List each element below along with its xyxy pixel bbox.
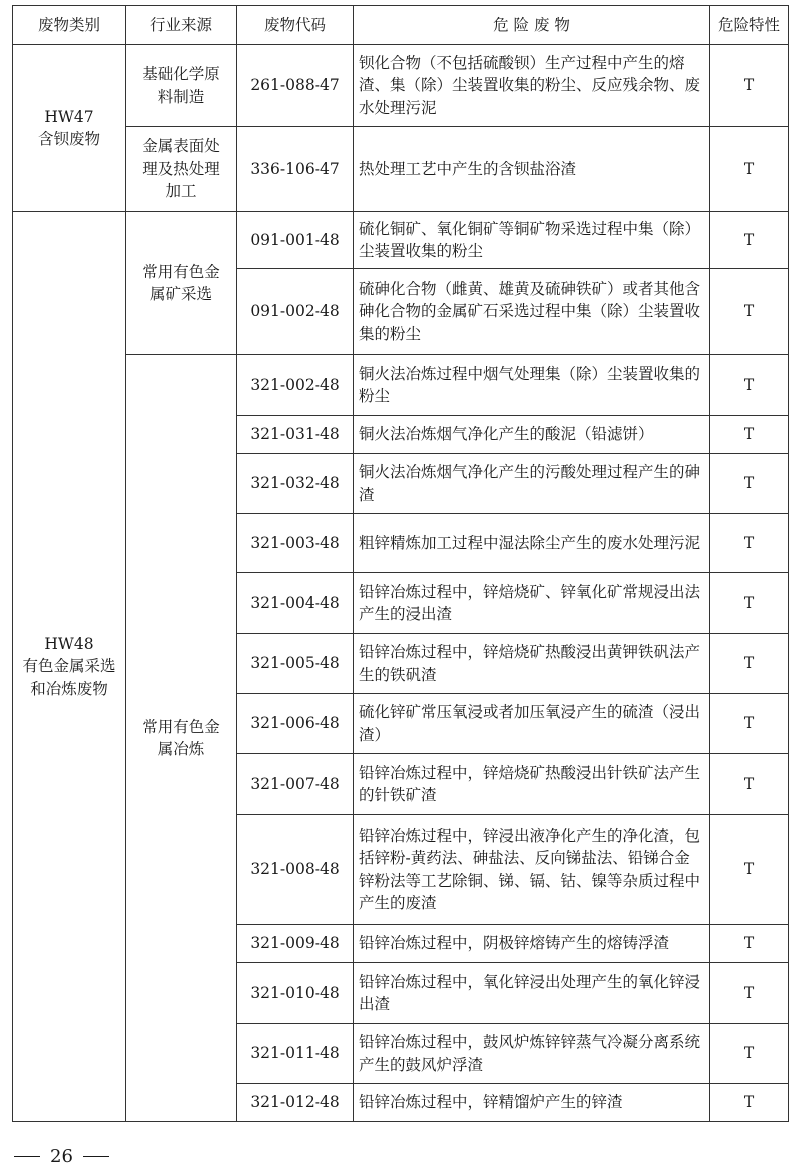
hazard-property: T (710, 45, 789, 127)
waste-description: 粗锌精炼加工过程中湿法除尘产生的废水处理污泥 (354, 514, 710, 573)
waste-description: 硫砷化合物（雌黄、雄黄及硫砷铁矿）或者其他含砷化合物的金属矿石采选过程中集（除）尘装置收集的粉尘 (354, 269, 710, 355)
waste-code: 336-106-47 (237, 127, 354, 212)
hazard-property: T (710, 963, 789, 1024)
hazard-property: T (710, 514, 789, 573)
header-category: 废物类别 (13, 6, 126, 45)
waste-code: 321-032-48 (237, 454, 354, 514)
waste-description: 硫化铜矿、氧化铜矿等铜矿物采选过程中集（除）尘装置收集的粉尘 (354, 212, 710, 269)
waste-description: 铅锌冶炼过程中，鼓风炉炼锌锌蒸气冷凝分离系统产生的鼓风炉浮渣 (354, 1024, 710, 1084)
footer-dash-right (83, 1156, 109, 1158)
waste-description: 硫化锌矿常压氧浸或者加压氧浸产生的硫渣（浸出渣） (354, 694, 710, 754)
header-property: 危险特性 (710, 6, 789, 45)
waste-description: 铅锌冶炼过程中，锌浸出液净化产生的净化渣，包括锌粉-黄药法、砷盐法、反向锑盐法、铅锑合金锌粉法等工艺除铜、锑、镉、钴、镍等杂质过程中产生的废渣 (354, 815, 710, 925)
hazard-property: T (710, 212, 789, 269)
waste-code: 091-002-48 (237, 269, 354, 355)
waste-code: 321-009-48 (237, 925, 354, 963)
industry-cell: 金属表面处 理及热处理 加工 (126, 127, 237, 212)
hazard-property: T (710, 355, 789, 416)
waste-code: 321-011-48 (237, 1024, 354, 1084)
waste-description: 铅锌冶炼过程中，阴极锌熔铸产生的熔铸浮渣 (354, 925, 710, 963)
hazard-property: T (710, 127, 789, 212)
waste-description: 热处理工艺中产生的含钡盐浴渣 (354, 127, 710, 212)
header-code: 废物代码 (237, 6, 354, 45)
industry-cell: 常用有色金 属冶炼 (126, 355, 237, 1122)
hazard-property: T (710, 1024, 789, 1084)
waste-code: 321-031-48 (237, 416, 354, 454)
header-industry: 行业来源 (126, 6, 237, 45)
hazard-property: T (710, 815, 789, 925)
hazard-property: T (710, 416, 789, 454)
waste-description: 铅锌冶炼过程中，锌焙烧矿热酸浸出针铁矿法产生的针铁矿渣 (354, 754, 710, 815)
waste-description: 铜火法冶炼烟气净化产生的污酸处理过程产生的砷渣 (354, 454, 710, 514)
waste-description: 钡化合物（不包括硫酸钡）生产过程中产生的熔渣、集（除）尘装置收集的粉尘、反应残余物、废水处理污泥 (354, 45, 710, 127)
waste-description: 铅锌冶炼过程中，锌焙烧矿热酸浸出黄钾铁矾法产生的铁矾渣 (354, 634, 710, 694)
waste-description: 铅锌冶炼过程中，氧化锌浸出处理产生的氧化锌浸出渣 (354, 963, 710, 1024)
waste-code: 321-006-48 (237, 694, 354, 754)
category-cell: HW48 有色金属采选 和冶炼废物 (13, 212, 126, 1122)
hazard-property: T (710, 269, 789, 355)
footer-dash-left (14, 1156, 40, 1158)
table-row (13, 355, 789, 416)
page-footer (14, 1146, 109, 1167)
hazard-property: T (710, 754, 789, 815)
table-row (13, 127, 789, 212)
category-cell: HW47 含钡废物 (13, 45, 126, 212)
table-row (13, 212, 789, 269)
waste-code: 321-008-48 (237, 815, 354, 925)
waste-code: 261-088-47 (237, 45, 354, 127)
table-row (13, 45, 789, 127)
page-number: 26 (50, 1146, 73, 1167)
waste-code: 321-004-48 (237, 573, 354, 634)
hazardous-waste-table (12, 5, 789, 1122)
header-description: 危 险 废 物 (354, 6, 710, 45)
waste-code: 321-002-48 (237, 355, 354, 416)
hazard-property: T (710, 1084, 789, 1122)
hazard-property: T (710, 454, 789, 514)
waste-code: 321-003-48 (237, 514, 354, 573)
waste-code: 321-007-48 (237, 754, 354, 815)
waste-description: 铅锌冶炼过程中，锌焙烧矿、锌氧化矿常规浸出法产生的浸出渣 (354, 573, 710, 634)
table-header-row (13, 6, 789, 45)
waste-description: 铅锌冶炼过程中，锌精馏炉产生的锌渣 (354, 1084, 710, 1122)
waste-description: 铜火法冶炼过程中烟气处理集（除）尘装置收集的粉尘 (354, 355, 710, 416)
hazard-property: T (710, 925, 789, 963)
waste-description: 铜火法冶炼烟气净化产生的酸泥（铅滤饼） (354, 416, 710, 454)
industry-cell: 基础化学原 料制造 (126, 45, 237, 127)
waste-code: 321-010-48 (237, 963, 354, 1024)
waste-code: 321-012-48 (237, 1084, 354, 1122)
waste-code: 321-005-48 (237, 634, 354, 694)
hazard-property: T (710, 634, 789, 694)
industry-cell: 常用有色金 属矿采选 (126, 212, 237, 355)
waste-code: 091-001-48 (237, 212, 354, 269)
hazard-property: T (710, 694, 789, 754)
hazard-property: T (710, 573, 789, 634)
